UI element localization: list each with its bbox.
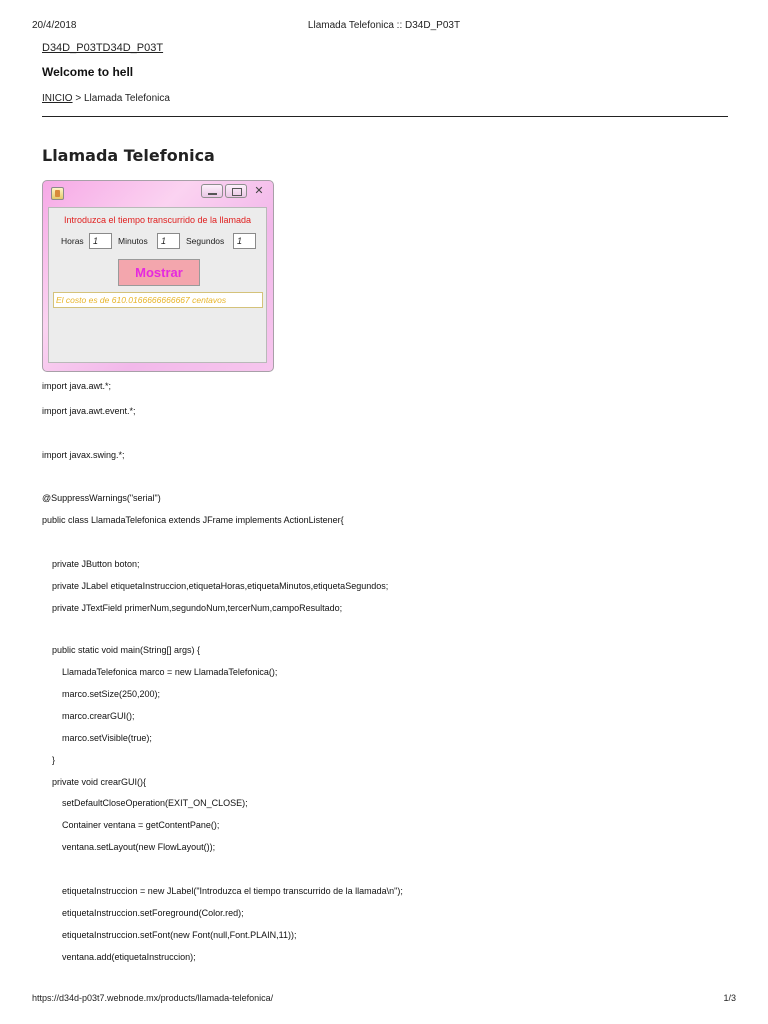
code-line: private JLabel etiquetaInstruccion,etiquetaHoras,etiquetaMinutos,etiquetaSegundos;: [42, 581, 389, 591]
code-line: Container ventana = getContentPane();: [42, 820, 220, 830]
breadcrumb-separator: >: [72, 93, 84, 104]
code-line: ventana.add(etiquetaInstruccion);: [42, 952, 196, 962]
code-line: private JButton boton;: [42, 559, 140, 569]
code-line: etiquetaInstruccion.setForeground(Color.red);: [42, 908, 244, 918]
print-page-title: Llamada Telefonica :: D34D_P03T: [307, 20, 461, 31]
mostrar-button: Mostrar: [118, 259, 200, 286]
print-page-number: 1/3: [723, 993, 736, 1003]
java-window-content: [48, 207, 267, 363]
minutos-label: Minutos: [118, 236, 148, 246]
minutos-field: 1: [157, 233, 180, 249]
code-line: private void crearGUI(){: [42, 777, 147, 787]
code-line: public static void main(String[] args) {: [42, 645, 201, 655]
java-app-icon: [51, 187, 64, 200]
code-line: }: [42, 755, 56, 765]
code-line: @SuppressWarnings("serial"): [42, 493, 161, 503]
horas-field: 1: [89, 233, 112, 249]
time-fields-row: [49, 233, 266, 250]
site-tagline: Welcome to hell: [42, 65, 134, 79]
print-url: https://d34d-p03t7.webnode.mx/products/llamada-telefonica/: [32, 993, 274, 1003]
page-title: Llamada Telefonica: [42, 146, 215, 165]
code-line: import java.awt.*;: [42, 381, 112, 391]
code-line: LlamadaTelefonica marco = new LlamadaTelefonica();: [42, 667, 278, 677]
java-window-screenshot: [42, 180, 274, 372]
code-line: marco.setVisible(true);: [42, 733, 152, 743]
code-line: ventana.setLayout(new FlowLayout());: [42, 842, 216, 852]
breadcrumb-home-link[interactable]: INICIO: [42, 93, 73, 104]
code-line: marco.crearGUI();: [42, 711, 135, 721]
code-line: import javax.swing.*;: [42, 450, 125, 460]
print-date: 20/4/2018: [32, 20, 77, 31]
close-icon: ✕: [254, 185, 264, 197]
code-line: etiquetaInstruccion.setFont(new Font(null,Font.PLAIN,11));: [42, 930, 297, 940]
code-line: setDefaultCloseOperation(EXIT_ON_CLOSE);: [42, 798, 248, 808]
code-line: import java.awt.event.*;: [42, 406, 136, 416]
horas-label: Horas: [61, 236, 84, 246]
print-header: [32, 20, 736, 34]
minimize-icon: [201, 184, 223, 198]
code-line: marco.setSize(250,200);: [42, 689, 161, 699]
breadcrumb-current: Llamada Telefonica: [83, 93, 170, 104]
result-field: El costo es de 610.0166666666667 centavos: [53, 292, 263, 308]
site-name-link[interactable]: D34D_P03TD34D_P03T: [42, 42, 164, 54]
breadcrumb: [42, 93, 170, 104]
instruction-label: Introduzca el tiempo transcurrido de la llamada: [63, 215, 252, 225]
code-line: etiquetaInstruccion = new JLabel("Introduzca el tiempo transcurrido de la llamada\n");: [42, 886, 403, 896]
segundos-label: Segundos: [186, 236, 225, 246]
header-divider: [42, 116, 728, 117]
segundos-field: 1: [233, 233, 256, 249]
maximize-icon: [225, 184, 247, 198]
code-line: private JTextField primerNum,segundoNum,tercerNum,campoResultado;: [42, 603, 343, 613]
java-window-titlebar: [43, 181, 273, 205]
print-footer: [32, 993, 736, 1007]
code-line: public class LlamadaTelefonica extends JFrame implements ActionListener{: [42, 515, 344, 525]
